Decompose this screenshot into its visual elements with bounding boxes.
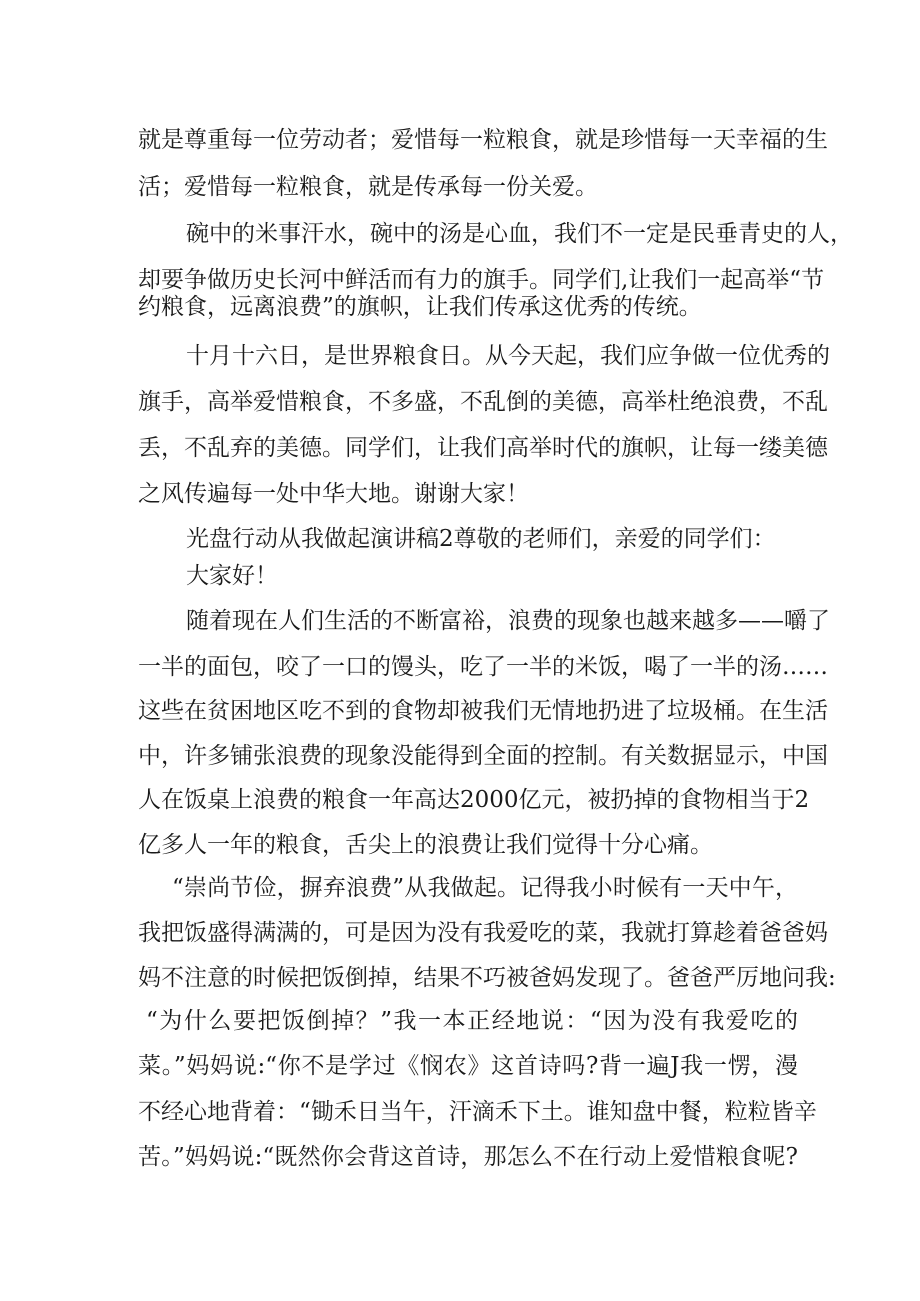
- text-line: 活；爱惜每一粒粮食，就是传承每一份关爱。: [138, 174, 598, 200]
- section-heading-line: 光盘行动从我做起演讲稿2尊敬的老师们，亲爱的同学们：: [186, 526, 776, 552]
- text-line: 苦。”妈妈说:“既然你会背这首诗，那怎么不在行动上爱惜粮食呢?: [138, 1144, 798, 1170]
- text-line: 之风传遍每一处中华大地。谢谢大家！: [138, 481, 529, 507]
- text-line: 丢，不乱弃的美德。同学们，让我们高举时代的旗帜，让每一缕美德: [138, 435, 828, 461]
- text-line: 约粮食，远离浪费”的旗帜，让我们传承这优秀的传统。: [138, 294, 702, 320]
- text-line: 却要争做历史长河中鲜活而有力的旗手。同学们,让我们一起高举“节: [138, 267, 825, 293]
- text-line: 中，许多铺张浪费的现象没能得到全面的控制。有关数据显示，中国: [138, 743, 828, 769]
- paragraph-first-line: 碗中的米事汗水，碗中的汤是心血，我们不一定是民垂青史的人，: [186, 221, 853, 247]
- paragraph-first-line: 十月十六日，是世界粮食日。从今天起，我们应争做一位优秀的: [186, 343, 830, 369]
- text-line: 妈不注意的时候把饭倒掉，结果不巧被爸妈发现了。爸爸严厉地问我:: [138, 965, 836, 991]
- text-line: 就是尊重每一位劳动者；爱惜每一粒粮食，就是珍惜每一天幸福的生: [138, 127, 828, 153]
- paragraph-first-line: 随着现在人们生活的不断富裕，浪费的现象也越来越多——嚼了: [186, 608, 830, 634]
- text-line: 人在饭桌上浪费的粮食一年高达2000亿元，被扔掉的食物相当于2: [138, 787, 810, 813]
- text-line: 菜。”妈妈说:“你不是学过《悯农》这首诗吗?背一遍J我一愣，漫: [138, 1053, 798, 1079]
- text-line: 旗手，高举爱惜粮食，不多盛，不乱倒的美德，高举杜绝浪费，不乱: [138, 389, 828, 415]
- text-line: 不经心地背着：“锄禾日当午，汗滴禾下土。谁知盘中餐，粒粒皆辛: [138, 1099, 817, 1125]
- text-line: “为什么要把饭倒掉？”我一本正经地说：“因为没有我爱吃的: [146, 1008, 798, 1034]
- text-line: 我把饭盛得满满的，可是因为没有我爱吃的菜，我就打算趁着爸爸妈: [138, 920, 828, 946]
- greeting-line: 大家好！: [186, 563, 278, 589]
- text-line: 这些在贫困地区吃不到的食物却被我们无情地扔进了垃圾桶。在生活: [138, 698, 828, 724]
- paragraph-first-line: “崇尚节俭，摒弃浪费”从我做起。记得我小时候有一天中午，: [172, 875, 798, 901]
- text-line: 一半的面包，咬了一口的馒头，吃了一半的米饭，喝了一半的汤……: [138, 654, 828, 680]
- text-line: 亿多人一年的粮食，舌尖上的浪费让我们觉得十分心痛。: [138, 832, 713, 858]
